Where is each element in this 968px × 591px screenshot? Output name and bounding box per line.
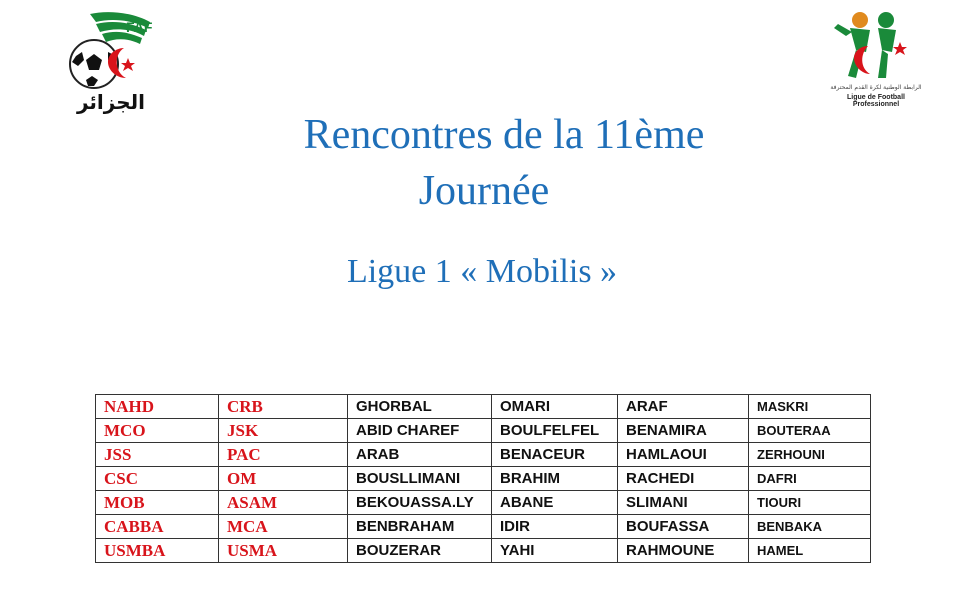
lfp-logo [826,6,926,106]
assistant2-cell: HAMLAOUI [618,443,749,467]
referee-cell: BENBRAHAM [348,515,492,539]
svg-text:FAF: FAF [126,19,153,35]
home-team-cell: USMBA [96,539,219,563]
fourth-official-cell: ZERHOUNI [749,443,871,467]
away-team-cell: MCA [219,515,348,539]
away-team-cell: JSK [219,419,348,443]
fourth-official-cell: HAMEL [749,539,871,563]
table-row [96,395,871,419]
faf-arabic-text: الجزائر [76,90,146,114]
referee-cell: BOUZERAR [348,539,492,563]
assistant1-cell: BOULFELFEL [492,419,618,443]
assistant2-cell: ARAF [618,395,749,419]
table-row [96,539,871,563]
assistant1-cell: BRAHIM [492,467,618,491]
assistant1-cell: BENACEUR [492,443,618,467]
faf-football-logo [62,8,162,94]
faf-logo [62,8,162,126]
home-team-cell: MCO [96,419,219,443]
assistant1-cell: ABANE [492,491,618,515]
home-team-cell: CABBA [96,515,219,539]
fourth-official-cell: MASKRI [749,395,871,419]
table-row [96,491,871,515]
table-row [96,515,871,539]
away-team-cell: CRB [219,395,348,419]
matches-table [95,394,871,563]
page-title: Rencontres de la 11ème [303,112,705,158]
assistant1-cell: OMARI [492,395,618,419]
fourth-official-cell: TIOURI [749,491,871,515]
home-team-cell: MOB [96,491,219,515]
home-team-cell: NAHD [96,395,219,419]
table-row [96,419,871,443]
lfp-french-caption: Ligue de Football Professionnel [847,94,905,108]
lfp-arabic-caption: الرابطة الوطنية لكرة القدم المحترفة [830,84,922,91]
referee-cell: ARAB [348,443,492,467]
lfp-players-logo [826,6,926,84]
referee-cell: GHORBAL [348,395,492,419]
fourth-official-cell: BENBAKA [749,515,871,539]
league-subtitle: Ligue 1 « Mobilis » [346,253,618,290]
fourth-official-cell: DAFRI [749,467,871,491]
assistant2-cell: BOUFASSA [618,515,749,539]
page-title-line2: Journée [418,168,550,214]
assistant2-cell: SLIMANI [618,491,749,515]
assistant1-cell: IDIR [492,515,618,539]
table-row [96,467,871,491]
home-team-cell: JSS [96,443,219,467]
table-row [96,443,871,467]
assistant1-cell: YAHI [492,539,618,563]
home-team-cell: CSC [96,467,219,491]
fourth-official-cell: BOUTERAA [749,419,871,443]
referee-cell: BOUSLLIMANI [348,467,492,491]
away-team-cell: OM [219,467,348,491]
referee-cell: ABID CHAREF [348,419,492,443]
away-team-cell: ASAM [219,491,348,515]
assistant2-cell: RAHMOUNE [618,539,749,563]
assistant2-cell: BENAMIRA [618,419,749,443]
referee-cell: BEKOUASSA.LY [348,491,492,515]
away-team-cell: USMA [219,539,348,563]
away-team-cell: PAC [219,443,348,467]
assistant2-cell: RACHEDI [618,467,749,491]
